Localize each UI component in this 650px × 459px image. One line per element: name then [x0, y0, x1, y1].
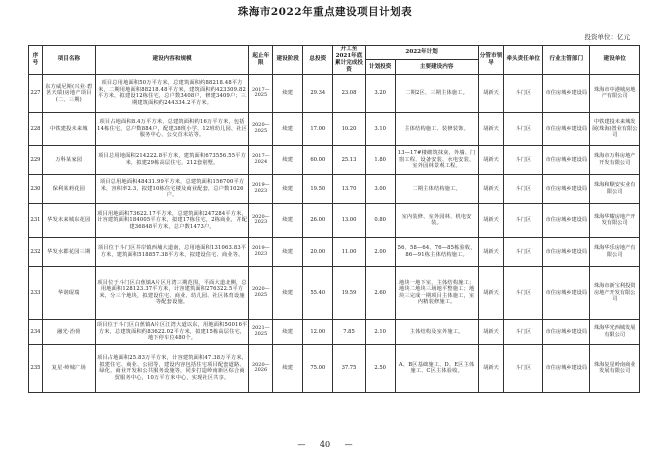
cell-lead-unit: 斗门区 — [504, 145, 543, 174]
table-row — [29, 174, 640, 203]
cell-builder: 珠海市中港城房地产有限公司 — [590, 74, 640, 112]
cell-leader: 胡新天 — [478, 266, 504, 319]
cell-leader: 胡新天 — [478, 174, 504, 203]
col-years: 起止年限 — [249, 46, 273, 75]
cell-stage: 续建 — [273, 174, 303, 203]
cell-stage: 续建 — [273, 237, 303, 266]
cell-total: 19.50 — [303, 174, 333, 203]
cell-plan-invest: 3.20 — [365, 74, 395, 112]
cell-lead-unit: 斗门区 — [504, 319, 543, 344]
cell-builder: 珠海华耀房地产开发有限公司 — [590, 203, 640, 237]
col-no: 序号 — [29, 46, 43, 75]
cell-no: 231 — [29, 203, 43, 237]
cell-name: 中铁建投未来城 — [42, 112, 95, 145]
cell-total: 26.00 — [303, 203, 333, 237]
cell-leader: 胡新天 — [478, 203, 504, 237]
col-plan-content: 主要建设内容 — [395, 60, 478, 74]
cell-years: 2019—2023 — [249, 174, 273, 203]
cell-no: 232 — [29, 237, 43, 266]
cell-content: 项目总用地面积214222.8平方米，建筑面积673556.55平方米，拟建29栋高层住宅，212套别墅。 — [95, 145, 249, 174]
cell-plan-invest: 0.80 — [365, 203, 395, 237]
cell-lead-unit: 斗门区 — [504, 174, 543, 203]
cell-plan-invest: 2.50 — [365, 344, 395, 392]
col-dept: 行业主管部门 — [543, 46, 590, 75]
cell-cumulative: 25.13 — [333, 145, 365, 174]
cell-builder: 中铁建投未来城发展(珠海)置业有限公司 — [590, 112, 640, 145]
cell-lead-unit: 斗门区 — [504, 112, 543, 145]
cell-content: 项目总用地面积48431.99平方米，总建筑面积156700平方米，容积率2.3，拟建10栋住宅楼及商业配套，总户数1026户。 — [95, 174, 249, 203]
cell-leader: 胡新天 — [478, 344, 504, 392]
cell-name: 东方威尼斯(兴业·碧茗天瑞)房地产项目(二、三期) — [42, 74, 95, 112]
cell-stage: 续建 — [273, 344, 303, 392]
cell-cumulative: 37.75 — [333, 344, 365, 392]
cell-no: 229 — [29, 145, 43, 174]
cell-dept: 市住房城乡建设局 — [543, 112, 590, 145]
cell-leader: 胡新天 — [478, 145, 504, 174]
cell-total: 17.00 — [303, 112, 333, 145]
cell-leader: 胡新天 — [478, 74, 504, 112]
cell-leader: 胡新天 — [478, 319, 504, 344]
cell-plan-content: 二期2区、三期主体施工。 — [395, 74, 478, 112]
cell-plan-content: A、B区基础施工、D、E区主体施工、C区主体验收。 — [395, 344, 478, 392]
cell-dept: 市住房城乡建设局 — [543, 203, 590, 237]
cell-total: 20.00 — [303, 237, 333, 266]
cell-content: 项目用地面积73622.17平方米，总建筑面积247284平方米，计容建筑面积184005平方米，拟建17栋住宅，2栋商业，并配建36848平方米，总户数1473户。 — [95, 203, 249, 237]
cell-name: 华发水郡花园三期 — [42, 237, 95, 266]
cell-total: 55.40 — [303, 266, 333, 319]
cell-dept: 市住房城乡建设局 — [543, 145, 590, 174]
col-stage: 建设阶段 — [273, 46, 303, 75]
cell-dept: 市住房城乡建设局 — [543, 266, 590, 319]
cell-cumulative: 11.00 — [333, 237, 365, 266]
cell-years: 2017—2025 — [249, 74, 273, 112]
cell-plan-content: 二期主体结构施工。 — [395, 174, 478, 203]
cell-plan-content: 13—17#楼砌筑抹灰、外墙、门窗工程、设备安装、水电安装、室外园林景观工程。 — [395, 145, 478, 174]
cell-years: 2020—2026 — [249, 344, 273, 392]
cell-lead-unit: 斗门区 — [504, 266, 543, 319]
cell-plan-invest: 1.80 — [365, 145, 395, 174]
cell-stage: 续建 — [273, 203, 303, 237]
cell-years: 2019—2023 — [249, 237, 273, 266]
cell-plan-invest: 3.00 — [365, 174, 395, 203]
cell-plan-invest: 2.60 — [365, 266, 395, 319]
cell-total: 75.00 — [303, 344, 333, 392]
cell-plan-content: 56、58—64、76—85栋验收，86—91栋主体结构施工。 — [395, 237, 478, 266]
cell-name: 华润琨瑞 — [42, 266, 95, 319]
cell-cumulative: 13.00 — [333, 203, 365, 237]
cell-leader: 胡新天 — [478, 112, 504, 145]
cell-builder: 珠海复星岭南商业发展有限公司 — [590, 344, 640, 392]
cell-lead-unit: 斗门区 — [504, 344, 543, 392]
cell-total: 12.00 — [303, 319, 333, 344]
col-total: 总投资 — [303, 46, 333, 75]
page-title: 珠海市2022年重点建设项目计划表 — [237, 6, 413, 18]
page-number: 40 — [319, 440, 331, 449]
cell-builder: 珠海市万科房地产开发有限公司 — [590, 145, 640, 174]
cell-content: 项目位于斗门区井岸镇西埔大道南，总用地面积131063.83平方米，建筑面积518857.38平方米，拟建设住宅、商业等。 — [95, 237, 249, 266]
cell-name: 华发未来城东花园 — [42, 203, 95, 237]
table-row — [29, 112, 640, 145]
table-row — [29, 319, 640, 344]
cell-plan-content: 地块一地下室，主体结构施工；地块二地块三场地平整施工；地块三完成一期项目主体施工，室内精装修施工。 — [395, 266, 478, 319]
table-row — [29, 74, 640, 112]
cell-no: 230 — [29, 174, 43, 203]
col-builder: 建设单位 — [590, 46, 640, 75]
cell-years: 2020—2025 — [249, 112, 273, 145]
col-plan-invest: 计划投资 — [365, 60, 395, 74]
cell-cumulative: 7.85 — [333, 319, 365, 344]
cell-builder: 珠海华乐房地产有限公司 — [590, 237, 640, 266]
cell-plan-invest: 2.00 — [365, 237, 395, 266]
col-name: 项目名称 — [42, 46, 95, 75]
cell-plan-content: 主体结构施工、装修装饰。 — [395, 112, 478, 145]
cell-no: 227 — [29, 74, 43, 112]
cell-builder: 珠海和顺安实业有限公司 — [590, 174, 640, 203]
cell-content: 项目位于斗门区白蕉镇A片区江湾大道以东，用地面积50016平方米，总建筑面积约83622.02平方米，拟建15栋高层住宅，地下停车位480个。 — [95, 319, 249, 344]
cell-stage: 续建 — [273, 112, 303, 145]
page-footer — [0, 440, 650, 449]
cell-builder: 珠海华光西城发展有限公司 — [590, 319, 640, 344]
footer-dash-right: — — [344, 440, 353, 449]
unit-note: 投资单位：亿元 — [584, 33, 630, 41]
cell-stage: 续建 — [273, 145, 303, 174]
cell-dept: 市住房城乡建设局 — [543, 319, 590, 344]
cell-content: 项目占地面积25.83万平方米，计容建筑面积47.38万平方米，拟建住宅、商业、公园等，建设内容包括住宅项目配套道路、绿化、商业开发和公共服务设施等，同步打造岭南新区综合商贸服务中心，10万平方米中心，实现社区共享。 — [95, 344, 249, 392]
cell-cumulative: 10.20 — [333, 112, 365, 145]
cell-cumulative: 13.70 — [333, 174, 365, 203]
cell-name: 融光·治荷 — [42, 319, 95, 344]
table-row — [29, 237, 640, 266]
cell-no: 234 — [29, 319, 43, 344]
cell-leader: 胡新天 — [478, 237, 504, 266]
cell-dept: 市住房城乡建设局 — [543, 174, 590, 203]
footer-dash-left: — — [297, 440, 306, 449]
cell-content: 项目占地面积8.4万平方米，总建筑面积约16万平方米，包括14栋住宅，总户数884户，配建38班小学、12班幼儿园、社区服务中心、公交首末站等。 — [95, 112, 249, 145]
cell-stage: 续建 — [273, 266, 303, 319]
cell-no: 228 — [29, 112, 43, 145]
cell-years: 2021—2025 — [249, 319, 273, 344]
cell-lead-unit: 斗门区 — [504, 74, 543, 112]
cell-builder: 珠海市新宝利投资房地产开发有限公司 — [590, 266, 640, 319]
col-plan-group: 2022年计划 — [365, 46, 478, 60]
cell-lead-unit: 斗门区 — [504, 203, 543, 237]
cell-plan-invest: 2.10 — [365, 319, 395, 344]
cell-dept: 市住房城乡建设局 — [543, 237, 590, 266]
table-row — [29, 145, 640, 174]
cell-dept: 市住房城乡建设局 — [543, 344, 590, 392]
cell-name: 万科某家园 — [42, 145, 95, 174]
cell-years: 2020—2023 — [249, 203, 273, 237]
cell-total: 29.34 — [303, 74, 333, 112]
cell-lead-unit: 斗门区 — [504, 237, 543, 266]
col-content: 建设内容和规模 — [95, 46, 249, 75]
table-row — [29, 203, 640, 237]
cell-plan-content: 主体结构及室外施工。 — [395, 319, 478, 344]
table-row — [29, 344, 640, 392]
col-leader: 分管市领导 — [478, 46, 504, 75]
cell-years: 2020—2025 — [249, 266, 273, 319]
col-cumulative: 开工至2021年底累计完成投资 — [333, 46, 365, 75]
cell-years: 2017—2024 — [249, 145, 273, 174]
project-table — [28, 45, 640, 393]
cell-no: 235 — [29, 344, 43, 392]
cell-cumulative: 19.59 — [333, 266, 365, 319]
cell-cumulative: 23.08 — [333, 74, 365, 112]
cell-no: 233 — [29, 266, 43, 319]
table-row — [29, 266, 640, 319]
cell-stage: 续建 — [273, 319, 303, 344]
cell-stage: 续建 — [273, 74, 303, 112]
cell-name: 复星·岭城广场 — [42, 344, 95, 392]
col-lead-unit: 牵头责任单位 — [504, 46, 543, 75]
cell-plan-invest: 3.10 — [365, 112, 395, 145]
cell-content: 项目总用地面积50万平方米，总建筑面积约88218.48平方米，二期用地面积88218.48平方米，建筑面积约423309.82平方米，拟建设12栋住宅，总户数3408户，修建3409户；三期建筑面积约244334.2平方米。 — [95, 74, 249, 112]
cell-name: 保利某莉花园 — [42, 174, 95, 203]
cell-plan-content: 室内装修、室外园林、机电安装。 — [395, 203, 478, 237]
cell-dept: 市住房城乡建设局 — [543, 74, 590, 112]
cell-total: 60.00 — [303, 145, 333, 174]
cell-content: 项目位于斗门区白蕉镇A片区月湾三期范围，平面大道北侧，总用地面积128123.37平方米，计容建筑面积276322.5平方米，分三个地块，拟建设住宅、商业、幼儿园、社区体育设施等配套设施。 — [95, 266, 249, 319]
